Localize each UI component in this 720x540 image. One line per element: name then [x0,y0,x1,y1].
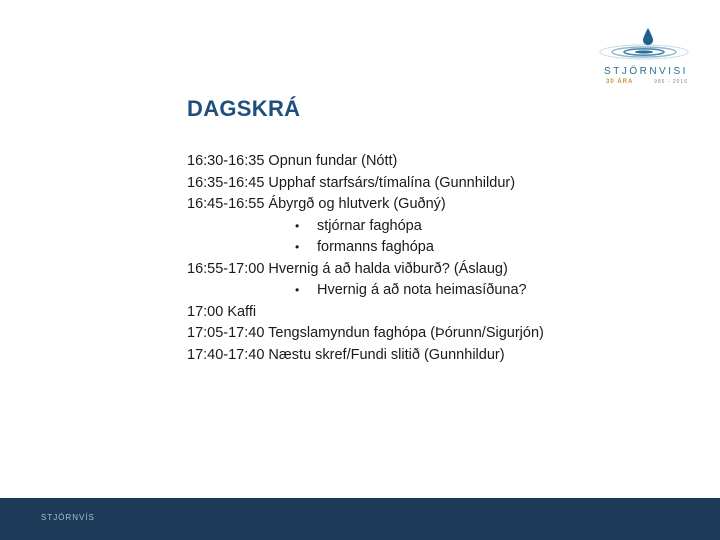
logo-wordmark: STJÖRNVISI [604,66,688,77]
agenda-item [187,194,647,216]
agenda-text: 17:00 Kaffi [187,303,257,320]
bullet-icon: • [295,218,300,233]
agenda-text: stjórnar faghópa [317,217,422,234]
logo-years: 986 - 2016 [654,79,688,85]
agenda-subitem [187,280,647,302]
logo-badge: 30 ÁRA [606,79,634,85]
bullet-icon: • [295,283,300,297]
agenda-item [187,345,647,367]
footer-bar [0,498,720,540]
stjornvisi-logo [598,26,690,90]
agenda-list [187,151,647,366]
bullet-icon: • [295,240,300,254]
agenda-text: 17:05-17:40 Tengslamyndun faghópa (Þórunn/Sigurjón) [187,325,544,341]
agenda-subitem [187,216,647,238]
agenda-item [187,151,647,173]
agenda-text: 16:35-16:45 Upphaf starfsárs/tímalína (Gunnhildur) [187,174,516,191]
agenda-text: 16:30-16:35 Opnun fundar (Nótt) [187,153,398,169]
water-drop-icon [598,26,690,66]
agenda-text: formanns faghópa [317,239,434,255]
agenda-text: 16:45-16:55 Ábyrgð og hlutverk (Guðný) [187,196,446,212]
logo-subline [606,79,688,85]
agenda-text: 16:55-17:00 Hvernig á að halda viðburð? (Áslaug) [187,260,508,277]
agenda-text: Hvernig á að nota heimasíðuna? [317,282,527,298]
agenda-item [187,173,647,195]
agenda-item [187,259,647,281]
slide-title: DAGSKRÁ [187,96,301,121]
footer-logo: STJÓRNVÍS [41,513,95,522]
agenda-item [187,323,647,345]
agenda-text: 17:40-17:40 Næstu skref/Fundi slitið (Gunnhildur) [187,346,505,363]
agenda-subitem [187,237,647,259]
agenda-item [187,302,647,324]
